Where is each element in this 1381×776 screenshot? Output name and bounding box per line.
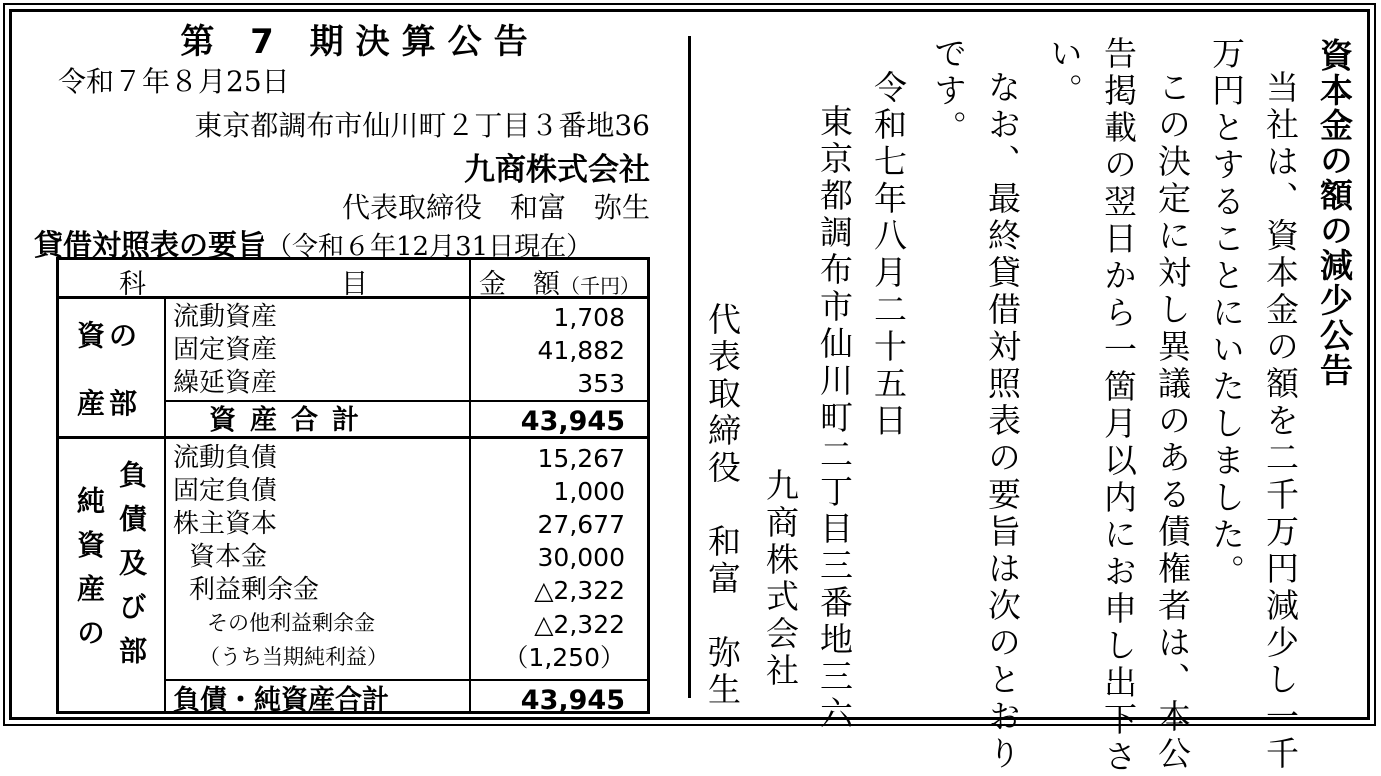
reduction-p1-line2: 万円とすることにいたしました。 [1207, 36, 1246, 591]
assets-total-label: 資産合計 [209, 405, 373, 436]
liab-item-0: 流動負債 [173, 443, 278, 473]
reduction-p1-line1: 当社は、資本金の額を二千万円減少し一千 [1261, 70, 1300, 773]
balance-sheet-date: （令和６年12月31日現在） [266, 232, 593, 262]
notice-address: 東京都調布市仙川町２丁目３番地36 [194, 109, 650, 142]
reduction-p2-line1: この決定に対し異議のある債権者は、本公 [1153, 70, 1192, 773]
liab-item-2: 株主資本 [173, 509, 278, 539]
assets-item-0: 流動資産 [173, 302, 278, 332]
reduction-p2-line2: 告掲載の翌日から一箇月以内にお申し出下さ [1099, 36, 1138, 776]
reduction-p3-line1: なお、最終貸借対照表の要旨は次のとおり [983, 70, 1022, 773]
assets-value-2: 353 [577, 369, 625, 398]
assets-value-0: 1,708 [553, 303, 625, 332]
liab-value-3: 30,000 [537, 543, 625, 572]
column-divider-side [164, 296, 166, 711]
liab-value-6: （1,250） [503, 643, 625, 672]
assets-total-divider [164, 400, 647, 402]
liab-item-6: （うち当期純利益） [199, 645, 388, 669]
liabilities-side-label-left: 純資産の [73, 486, 106, 662]
liab-value-2: 27,677 [537, 510, 625, 539]
assets-side-label-top: 資の [77, 319, 142, 352]
reduction-address: 東京都調布市仙川町二丁目三番地三六 [815, 104, 854, 733]
assets-value-1: 41,882 [537, 336, 625, 365]
reduction-p2-line3: い。 [1045, 36, 1084, 110]
reduction-date: 令和七年八月二十五日 [869, 70, 908, 440]
balance-sheet-title: 貸借対照表の要旨 [34, 228, 267, 262]
liab-value-0: 15,267 [537, 444, 625, 473]
notice-title: 第 7 期決算公告 [180, 22, 540, 62]
reduction-company: 九商株式会社 [761, 468, 800, 690]
liabilities-total-label: 負債・純資産合計 [173, 685, 389, 716]
assets-row-label [173, 304, 405, 330]
balance-sheet-table [56, 257, 650, 714]
assets-item-2: 繰延資産 [173, 368, 278, 398]
liab-item-5: その他利益剰余金 [207, 611, 375, 635]
reduction-representative: 代表取締役 和富 弥生 [703, 302, 742, 709]
assets-total-value: 43,945 [520, 406, 625, 437]
center-divider [688, 36, 691, 698]
header-item: 目 [341, 269, 368, 300]
notice-company: 九商株式会社 [464, 152, 650, 188]
liabilities-side-label-right: 負債及び部 [115, 460, 148, 680]
notice-representative: 代表取締役 和富 弥生 [341, 191, 650, 224]
liab-value-5: △2,322 [534, 610, 625, 639]
header-account: 科 [119, 269, 146, 300]
liab-value-1: 1,000 [553, 477, 625, 506]
header-amount-label: 金 額 [479, 269, 560, 300]
liabilities-total-divider [164, 679, 647, 681]
liab-item-3: 資本金 [189, 542, 268, 572]
assets-item-1: 固定資産 [173, 335, 278, 365]
assets-side-label-bottom: 産部 [77, 387, 142, 420]
notice-date: 令和７年８月25日 [58, 65, 290, 98]
liab-value-4: △2,322 [534, 576, 625, 605]
reduction-title: 資本金の額の減少公告 [1315, 38, 1354, 388]
reduction-p3-line2: です。 [929, 36, 968, 147]
header-amount [479, 262, 640, 301]
header-unit: （千円） [560, 274, 640, 298]
liab-item-1: 固定負債 [173, 476, 278, 506]
column-divider-amount [469, 260, 471, 711]
liab-item-4: 利益剰余金 [189, 575, 320, 605]
liabilities-total-value: 43,945 [520, 685, 625, 716]
